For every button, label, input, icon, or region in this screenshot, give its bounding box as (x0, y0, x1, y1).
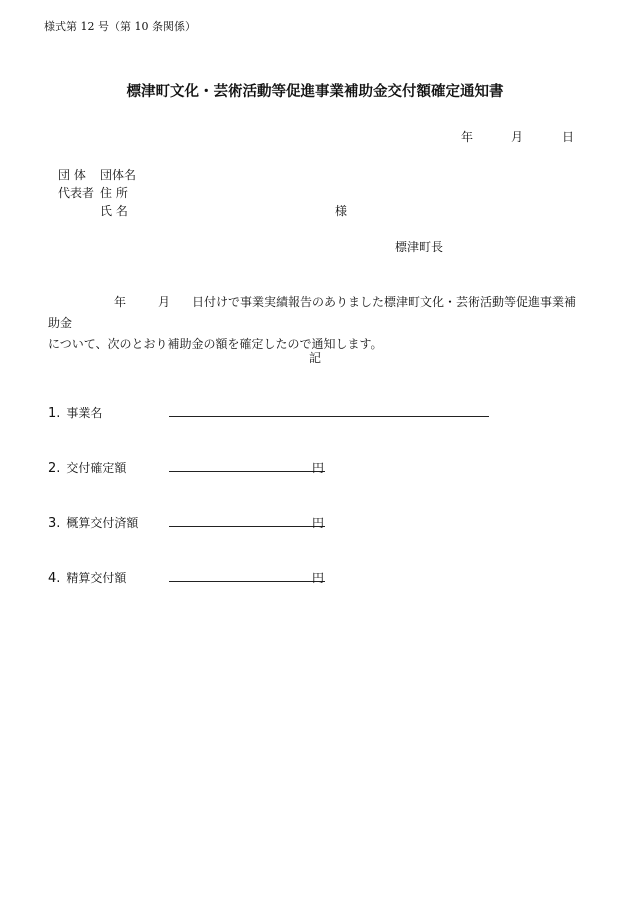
item-3-blank-line (169, 525, 325, 527)
body-line1-text: 日付けで事業実績報告のありました標津町文化・芸術活動等促進事業補助金 (48, 295, 577, 330)
item-1 (48, 404, 102, 421)
record-label: 記 (308, 351, 321, 365)
item-3-yen-unit: 円 (312, 516, 325, 530)
item-1-number: 1. (48, 406, 61, 421)
item-3 (48, 514, 138, 531)
item-1-label: 事業名 (66, 406, 103, 420)
item-2-blank-line (169, 470, 325, 472)
item-2 (48, 459, 126, 476)
date-day-label: 日 (562, 130, 575, 144)
item-2-label: 交付確定額 (66, 461, 127, 475)
notice-body (48, 292, 588, 355)
date-month-label: 月 (511, 130, 524, 144)
form-number: 様式第 12 号（第 10 条関係） (44, 20, 196, 33)
honorific-sama: 様 (335, 204, 348, 218)
item-2-yen-unit: 円 (312, 461, 325, 475)
body-year: 年 (114, 295, 127, 309)
representative-label: 代表者 (58, 186, 95, 200)
item-3-label: 概算交付済額 (66, 516, 139, 530)
document-title: 標津町文化・芸術活動等促進事業補助金交付額確定通知書 (126, 84, 504, 100)
item-4-label: 精算交付額 (66, 571, 127, 585)
item-2-number: 2. (48, 461, 61, 476)
sender-mayor: 標津町長 (395, 240, 444, 254)
group-label: 団 体 (58, 168, 86, 182)
group-name-label: 団体名 (100, 168, 137, 182)
item-4-yen-unit: 円 (312, 571, 325, 585)
date-year-label: 年 (461, 130, 474, 144)
item-4-blank-line (169, 580, 325, 582)
item-4 (48, 569, 126, 586)
item-3-number: 3. (48, 516, 61, 531)
address-label: 住 所 (100, 186, 128, 200)
name-label: 氏 名 (100, 204, 128, 218)
item-4-number: 4. (48, 571, 61, 586)
item-1-blank-line (169, 415, 489, 417)
body-month: 月 (158, 295, 171, 309)
notice-body-line-2: について、次のとおり補助金の額を確定したので通知します。 (48, 337, 383, 351)
notice-body-line-1 (48, 292, 588, 334)
